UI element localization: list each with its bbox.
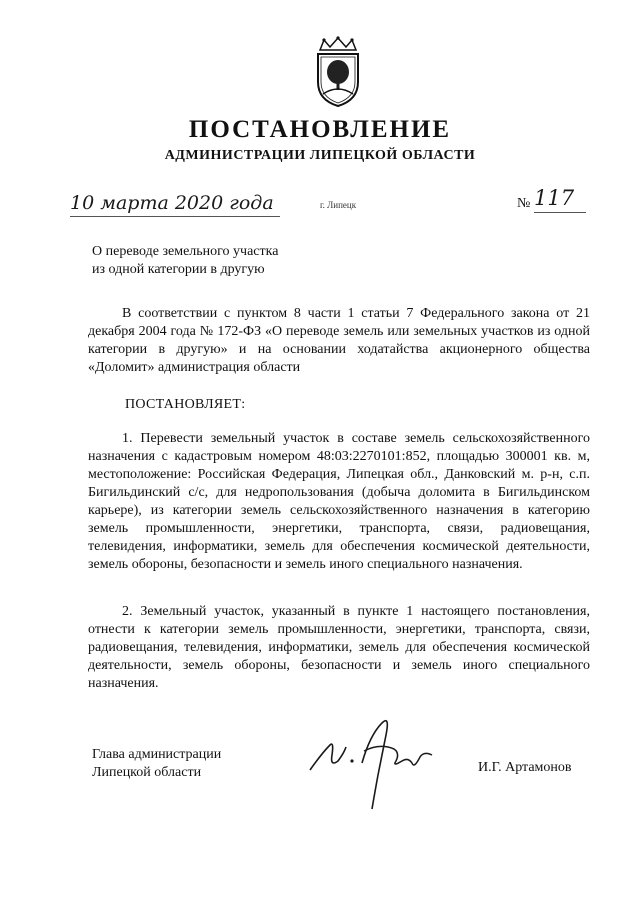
- subject-heading: [92, 243, 278, 279]
- handwritten-signature: [300, 705, 460, 815]
- item-paragraph-1: 1. Перевести земельный участок в составе земель сельскохозяйственного назначения с кадастровым номером 48:03:2270101:852, площадью 300001 кв. м, местоположение: Российская Федерация, Липецкая обл., Данковский м. р-н, с.п. Бигильдинский с/с, для недропользования (добыча доломита в Бигильдинском карьере), из категории земель сельскохозяйственного назначения в категорию земель промышленности, энергетики, транспорта, связи, радиовещания, телевидения, информатики, земель для обеспечения космической деятельности, земель обороны, безопасности и земель иного специального назначения.: [88, 431, 590, 572]
- subject-line: О переводе земельного участка: [92, 244, 279, 259]
- signatory-name: И.Г. Артамонов: [478, 760, 572, 775]
- document-title: ПОСТАНОВЛЕНИЕ: [188, 116, 452, 143]
- decree-number: 117: [534, 186, 575, 210]
- coat-of-arms-icon: [312, 36, 364, 108]
- issuer-subtitle: АДМИНИСТРАЦИИ ЛИПЕЦКОЙ ОБЛАСТИ: [164, 148, 476, 163]
- signatory-position: [92, 746, 221, 782]
- subject-line: из одной категории в другую: [92, 262, 265, 277]
- preamble-paragraph: В соответствии с пунктом 8 части 1 статьи 7 Федерального закона от 21 декабря 2004 года № 172-ФЗ «О переводе земель или земельных участков из одной категории в другую» и на основании ходатайства акционерного общества «Доломит» администрация области: [88, 306, 590, 375]
- number-underline: [534, 212, 586, 213]
- decree-date: 10 марта 2020 года: [70, 192, 274, 214]
- position-line: Глава администрации: [92, 747, 222, 762]
- position-line: Липецкой области: [92, 765, 202, 780]
- city-label: г. Липецк: [320, 200, 357, 210]
- decree-word: ПОСТАНОВЛЯЕТ:: [125, 397, 246, 412]
- item-paragraph-2: 2. Земельный участок, указанный в пункте 1 настоящего постановления, отнести к категории земель промышленности, энергетики, транспорта, связи, радиовещания, телевидения, информатики, земель для обеспечения космической деятельности, земель обороны, безопасности и земель иного специального назначения.: [88, 604, 590, 691]
- number-sign: №: [517, 196, 531, 211]
- date-underline: [70, 216, 280, 217]
